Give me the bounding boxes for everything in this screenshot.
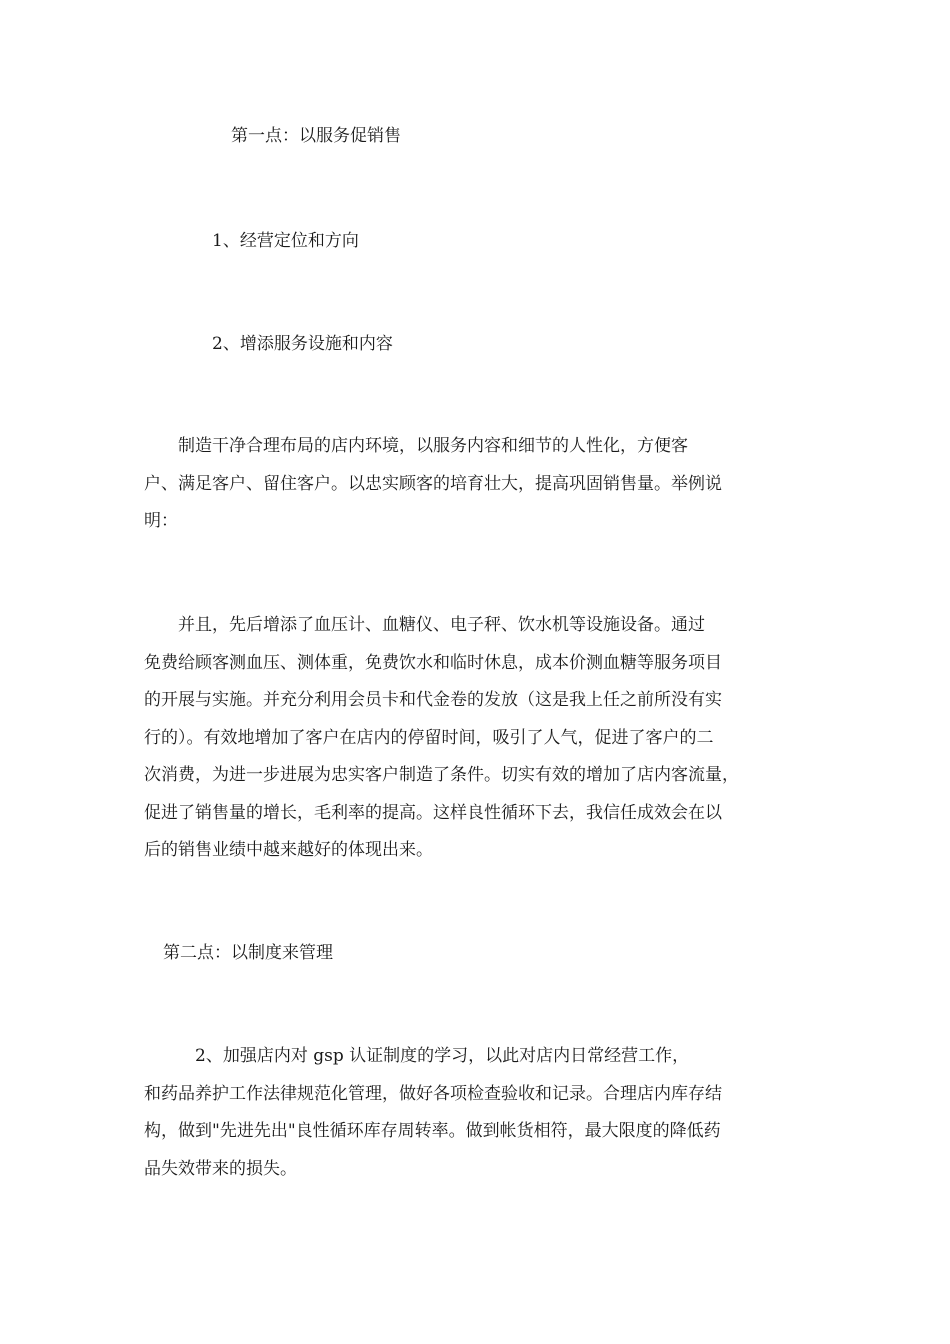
list-item-2: 2、增添服务设施和内容	[212, 334, 393, 354]
paragraph-line: 后的销售业绩中越来越好的体现出来。	[144, 840, 433, 860]
paragraph-line: 促进了销售量的增长，毛利率的提高。这样良性循环下去，我信任成效会在以	[144, 802, 722, 823]
paragraph-line: 户、满足客户、留住客户。以忠实顾客的培育壮大，提高巩固销售量。举例说	[144, 473, 722, 494]
paragraph-line: 2、加强店内对 gsp 认证制度的学习，以此对店内日常经营工作，	[144, 1046, 690, 1066]
paragraph-line: 构，做到"先进先出"良性循环库存周转率。做到帐货相符，最大限度的降低药	[144, 1121, 721, 1141]
paragraph-line: 品失效带来的损失。	[144, 1158, 297, 1179]
paragraph-2	[144, 607, 804, 870]
list-item-1: 1、经营定位和方向	[212, 231, 359, 251]
paragraph-line: 免费给顾客测血压、测体重，免费饮水和临时休息，成本价测血糖等服务项目	[144, 652, 722, 673]
paragraph-1	[144, 428, 804, 541]
section-heading-1: 第一点：以服务促销售	[231, 126, 401, 146]
paragraph-line: 制造干净合理布局的店内环境，以服务内容和细节的人性化，方便客	[144, 436, 688, 456]
paragraph-line: 和药品养护工作法律规范化管理，做好各项检查验收和记录。合理店内库存结	[144, 1083, 722, 1104]
paragraph-3	[144, 1038, 804, 1188]
paragraph-line: 并且，先后增添了血压计、血糖仪、电子秤、饮水机等设施设备。通过	[144, 615, 705, 635]
paragraph-line: 的开展与实施。并充分利用会员卡和代金卷的发放（这是我上任之前所没有实	[144, 690, 722, 710]
paragraph-line: 行的）。有效地增加了客户在店内的停留时间，吸引了人气，促进了客户的二	[144, 727, 714, 748]
paragraph-line: 明：	[144, 511, 178, 531]
paragraph-line: 次消费，为进一步进展为忠实客户制造了条件。切实有效的增加了店内客流量，	[144, 765, 739, 785]
section-heading-2: 第二点：以制度来管理	[163, 943, 333, 963]
